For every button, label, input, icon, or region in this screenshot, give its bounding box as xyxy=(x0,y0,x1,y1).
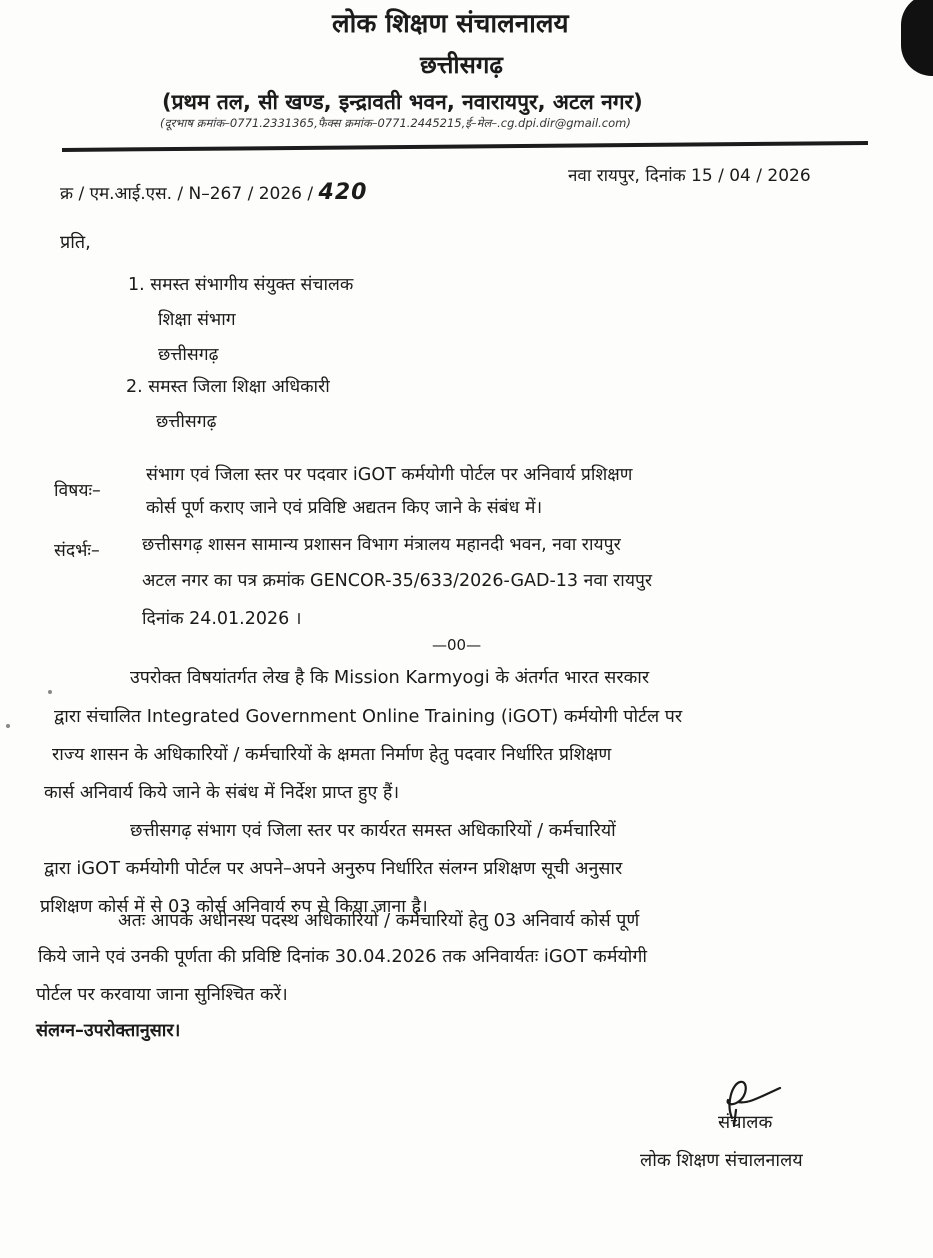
recipient-1-line-2: शिक्षा संभाग xyxy=(158,310,236,330)
signatory-office: लोक शिक्षण संचालनालय xyxy=(640,1150,803,1171)
reference-label: संदर्भः– xyxy=(54,541,100,561)
recipient-2-line-2: छत्तीसगढ़ xyxy=(156,412,217,432)
body-paragraph-2-line-3: प्रशिक्षण कोर्स में से 03 कोर्स अनिवार्य रुप से किया जाना है। xyxy=(40,896,428,917)
body-paragraph-1-line-1: उपरोक्त विषयांतर्गत लेख है कि Mission Karmyogi के अंतर्गत भारत सरकार xyxy=(130,667,650,688)
recipients-salutation: प्रति, xyxy=(60,232,91,253)
section-separator: —00— xyxy=(432,636,482,654)
subject-label: विषयः– xyxy=(54,481,101,501)
signatory-title: संचालक xyxy=(718,1112,773,1133)
enclosure-note: संलग्न–उपरोक्तानुसार। xyxy=(36,1020,181,1041)
body-paragraph-1-line-2: द्वारा संचालित Integrated Government Online Training (iGOT) कर्मयोगी पोर्टल पर xyxy=(54,706,683,727)
body-paragraph-2-line-2: द्वारा iGOT कर्मयोगी पोर्टल पर अपने–अपने अनुरुप निर्धारित संलग्न प्रशिक्षण सूची अनुसार xyxy=(44,858,623,879)
body-paragraph-2-line-1: छत्तीसगढ़ संभाग एवं जिला स्तर पर कार्यरत समस्त अधिकारियों / कर्मचारियों xyxy=(130,820,616,841)
body-paragraph-1-line-4: कार्स अनिवार्य किये जाने के संबंध में निर्देश प्राप्त हुए हैं। xyxy=(44,782,400,803)
contact-details: (दूरभाष क्रमांक–0771.2331365,फैक्स क्रमांक–0771.2445215,ई–मेल–.cg.dpi.dir@gmail.com) xyxy=(160,116,631,130)
reference-number-handwritten: 420 xyxy=(318,180,368,205)
reference-number-printed: क्र / एम.आई.एस. / N–267 / 2026 / xyxy=(60,184,314,204)
reference-line-2: अटल नगर का पत्र क्रमांक GENCOR-35/633/2026-GAD-13 नवा रायपुर xyxy=(142,571,653,591)
reference-number xyxy=(60,180,367,205)
recipient-1-line-1: 1. समस्त संभागीय संयुक्त संचालक xyxy=(128,275,354,295)
header-divider xyxy=(62,141,868,152)
body-paragraph-3-line-2: किये जाने एवं उनकी पूर्णता की प्रविष्टि दिनांक 30.04.2026 तक अनिवार्यतः iGOT कर्मयोगी xyxy=(38,946,647,967)
subject-line-2: कोर्स पूर्ण कराए जाने एवं प्रविष्टि अद्यतन किए जाने के संबंध में। xyxy=(146,498,543,518)
office-address: (प्रथम तल, सी खण्ड, इन्द्रावती भवन, नवारायपुर, अटल नगर) xyxy=(162,90,643,114)
subject-line-1: संभाग एवं जिला स्तर पर पदवार iGOT कर्मयोगी पोर्टल पर अनिवार्य प्रशिक्षण xyxy=(146,465,633,485)
reference-line-3: दिनांक 24.01.2026 । xyxy=(142,609,302,629)
recipient-2-line-1: 2. समस्त जिला शिक्षा अधिकारी xyxy=(126,377,330,397)
scan-speck xyxy=(48,690,52,694)
place-and-date: नवा रायपुर, दिनांक 15 / 04 / 2026 xyxy=(568,166,811,186)
office-name-heading: लोक शिक्षण संचालनालय xyxy=(332,9,569,39)
state-heading: छत्तीसगढ़ xyxy=(420,51,503,79)
body-paragraph-3-line-3: पोर्टल पर करवाया जाना सुनिश्चित करें। xyxy=(36,984,288,1005)
recipient-1-line-3: छत्तीसगढ़ xyxy=(158,345,219,365)
body-paragraph-3-line-1: अतः आपके अधीनस्थ पदस्थ अधिकारियों / कर्मचारियों हेतु 03 अनिवार्य कोर्स पूर्ण xyxy=(118,910,640,931)
body-paragraph-1-line-3: राज्य शासन के अधिकारियों / कर्मचारियों के क्षमता निर्माण हेतु पदवार निर्धारित प्रशिक्षण xyxy=(52,744,612,765)
scan-corner-shadow xyxy=(901,0,933,76)
scan-speck xyxy=(6,724,10,728)
reference-line-1: छत्तीसगढ़ शासन सामान्य प्रशासन विभाग मंत्रालय महानदी भवन, नवा रायपुर xyxy=(142,535,621,555)
